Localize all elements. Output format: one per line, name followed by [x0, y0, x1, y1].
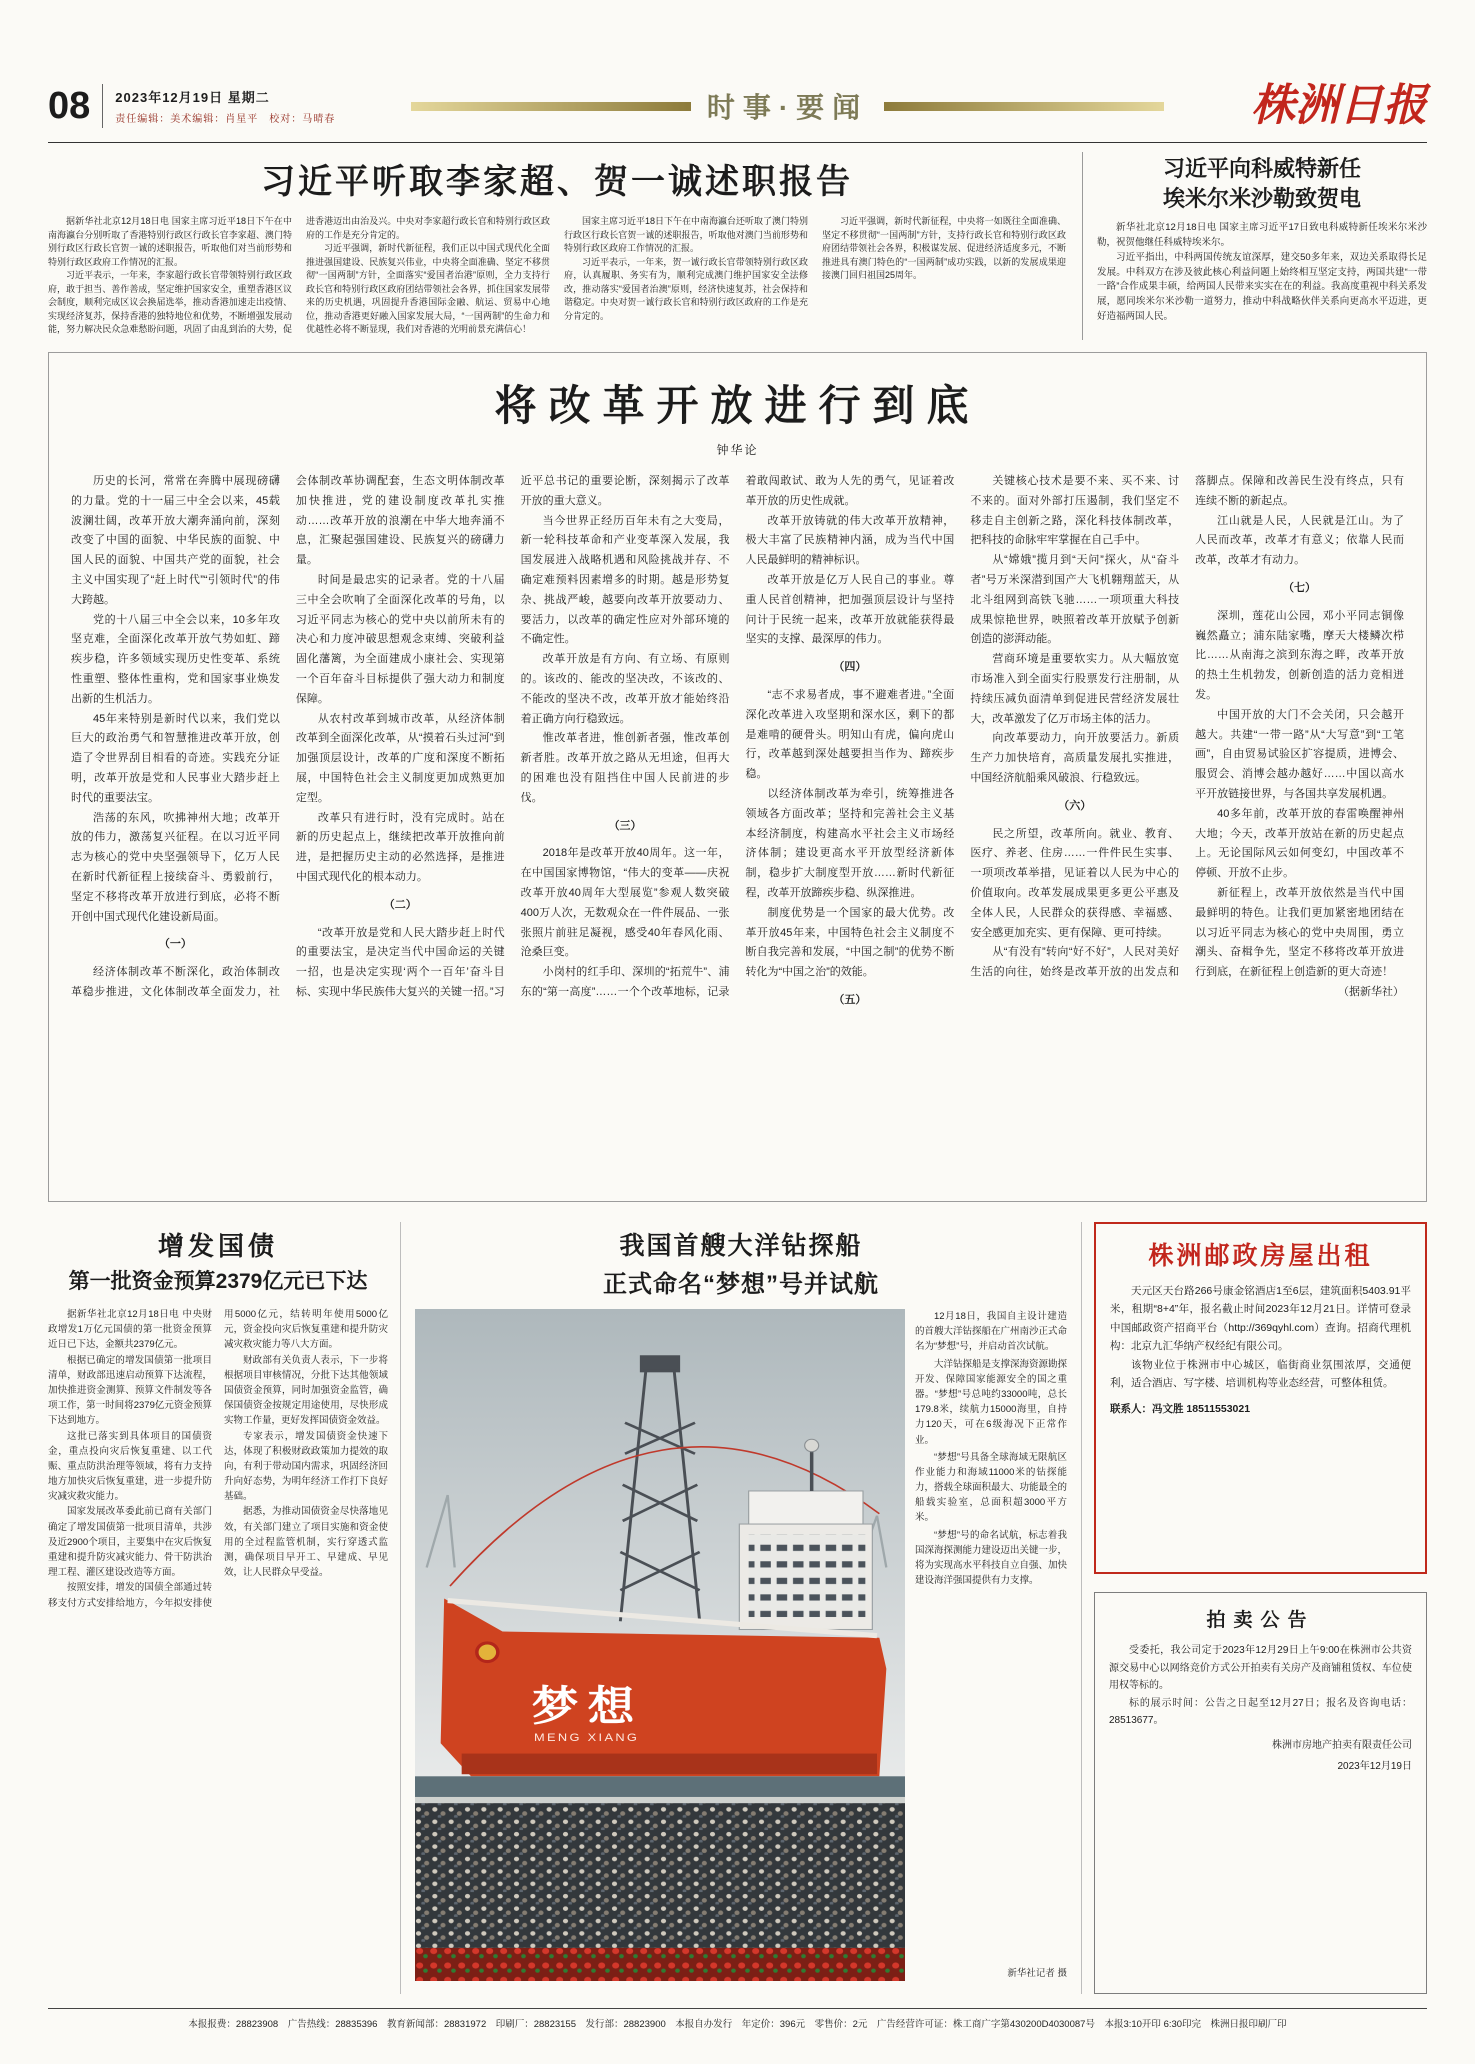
paragraph: 习近平指出，中科两国传统友谊深厚，建交50多年来，双边关系取得长足发展。中科双方在涉及彼此核心利益问题上始终相互坚定支持，两国共建“一带一路”合作成果丰硕，给两国人民带来实实在在的利益。我高度重视中科关系发展，愿同埃米尔米沙勒一道努力，推动中科战略伙伴关系向更高水平迈进，更好造福两国人民。: [1097, 251, 1427, 322]
ship-photo: [415, 1309, 905, 1981]
paragraph: 中国开放的大门不会关闭，只会越开越大。共建“一带一路”从“大写意”到“工笔画”，自由贸易试验区扩容提质，进博会、服贸会、消博会越办越好……中国以高水平开放链接世界，与各国共享发展机遇。: [1195, 708, 1404, 800]
paragraph: “志不求易者成，事不避难者进。”全面深化改革进入攻坚期和深水区，剩下的都是难啃的硬骨头。明知山有虎，偏向虎山行，改革越到深处越要担当作为、蹄疾步稳。: [745, 688, 955, 781]
paragraph: 天元区天台路266号康金铭酒店1至6层，建筑面积5403.91平米，租期“8+4”年，报名截止时间2023年12月21日。详情可登录中国邮政资产招商平台（http://369qyhl.com）查询。招商代理机构：北京九汇华纳产权经纪有限公司。: [1110, 1285, 1411, 1353]
paragraph: 从“嫦娥”揽月到“天问”探火，从“奋斗者”号万米深潜到国产大飞机翱翔蓝天，从北斗组网到高铁飞驰……一项项重大科技成果惊艳世界，映照着改革开放赋予创新创造的澎湃动能。: [970, 554, 1180, 646]
paragraph: 该物业位于株洲市中心城区，临街商业氛围浓厚，交通便利，适合酒店、写字楼、培训机构等业态经营，可整体租赁。: [1110, 1358, 1411, 1389]
paragraph: 江山就是人民，人民就是江山。为了人民而改革，改革才有意义；依靠人民而改革，改革才有动力。: [1195, 514, 1404, 567]
water: [415, 1776, 905, 1797]
editors-credit: 责任编辑：美术编辑：肖星平 校对：马晴春: [115, 114, 336, 125]
essay-body: [71, 472, 1404, 1011]
advert-column: [1082, 1222, 1427, 1994]
header-left: [48, 84, 388, 128]
bond-headline-line2: 第一批资金预算2379亿元已下达: [68, 1270, 368, 1293]
header-center: [388, 86, 1187, 126]
paragraph: 改革只有进行时，没有完成时。站在新的历史起点上，继续把改革开放推向前进，是把握历史主动的必然选择，是推进中国式现代化的根本动力。: [295, 811, 505, 883]
paragraph: 小岗村的红手印、深圳的“拓荒牛”、浦东的“第一高度”……一个个改革地标，记录着敢闯敢试、敢为人先的勇气，见证着改革开放的历史性成就。: [520, 475, 955, 998]
rental-ad-title: 株洲邮政房屋出租: [1148, 1242, 1373, 1270]
header-rule: [48, 142, 1427, 143]
paragraph: 改革开放铸就的伟大改革开放精神，极大丰富了民族精神内涵，成为当代中国人民最鲜明的精神标识。: [745, 514, 955, 567]
paragraph: （一）: [158, 938, 192, 951]
essay-box: [48, 352, 1427, 1202]
paragraph: 标的展示时间：公告之日起至12月27日；报名及咨询电话：28513677。: [1109, 1697, 1412, 1726]
auction-signature: 株洲市房地产拍卖有限责任公司: [1272, 1739, 1412, 1751]
header-date-block: [115, 87, 335, 125]
paragraph: （四）: [833, 661, 867, 674]
paragraph: 国家发展改革委此前已商有关部门确定了增发国债第一批项目清单，共涉及近2900个项目，主要集中在灾后恢复重建和提升防灾减灾能力、骨干防洪治理工程、灌区建设改造等方面。: [48, 1506, 212, 1579]
footer-rule: [48, 2008, 1427, 2009]
newspaper-masthead: 株洲日报: [1251, 81, 1427, 130]
paragraph: 2018年是改革开放40周年。这一年，在中国国家博物馆，“伟大的变革——庆祝改革开放40周年大型展览”参观人数突破400万人次，无数观众在一件件展品、一张张照片前驻足凝视，感受40年春风化雨、沧桑巨变。: [520, 847, 730, 959]
paragraph: 制度优势是一个国家的最大优势。改革开放45年来，中国特色社会主义制度不断自我完善和发展，“中国之制”的优势不断转化为“中国之治”的效能。: [745, 906, 955, 979]
ship-article: [400, 1222, 1082, 1994]
paragraph: 按照安排，增发的国债全部通过转移支付方式安排给地方，今年拟安排使用5000亿元，结转明年使用5000亿元，资金投向灾后恢复重建和提升防灾减灾救灾能力等八大方面。: [48, 1309, 388, 1609]
paragraph: 经济体制改革不断深化，政治体制改革稳步推进，文化体制改革全面发力，社会体制改革协调配套，生态文明体制改革加快推进，党的建设制度改革扎实推动……改革开放的浪潮在中华大地奔涌不息，汇聚起强国建设、民族复兴的磅礴力量。: [71, 475, 505, 998]
page-number: 08: [48, 85, 91, 127]
header-ornament-left: [411, 102, 691, 111]
auction-notice-body: [1109, 1642, 1412, 1730]
paragraph: 从“有没有”转向“好不好”，人民对美好生活的向往，始终是改革开放的出发点和落脚点。保障和改善民生没有终点，只有连续不断的新起点。: [970, 475, 1404, 979]
paragraph: “梦想”号的命名试航，标志着我国深海探测能力建设迈出关键一步，将为实现高水平科技自立自强、加快建设海洋强国提供有力支撑。: [915, 1529, 1067, 1587]
paragraph: 历史的长河，常常在奔腾中展现磅礴的力量。党的十一届三中全会以来，45载波澜壮阔，改革开放大潮奔涌向前，深刻改变了中国的面貌、中华民族的面貌、中国人民的面貌、中国共产党的面貌，社会主义中国实现了“赶上时代”“引领时代”的伟大跨越。: [71, 475, 280, 606]
paragraph: “梦想”号具备全球海域无限航区作业能力和海域11000米的钻探能力，搭载全球面积最大、功能最全的船载实验室，总面积超3000平方米。: [915, 1451, 1067, 1524]
paragraph: 民之所望，改革所向。就业、教育、医疗、养老、住房……一件件民生实事、一项项改革举措，见证着以人民为中心的价值取向。改革发展成果更多更公平惠及全体人民，人民群众的获得感、幸福感、安全感更加充实、更有保障、更可持续。: [970, 827, 1180, 939]
essay-title: 将改革开放进行到底: [494, 382, 981, 429]
paragraph: 40多年前，改革开放的春雷唤醒神州大地；今天，改革开放站在新的历史起点上。无论国际风云如何变幻，中国改革不停顿、开放不止步。: [1195, 807, 1404, 880]
hull-name-en: MENG XIANG: [534, 1730, 640, 1744]
paragraph: 新征程上，改革开放依然是当代中国最鲜明的特色。让我们更加紧密地团结在以习近平同志为核心的党中央周围，勇立潮头、奋楫争先，坚定不移将改革开放进行到底，在新征程上创造新的更大奇迹！: [1195, 886, 1404, 979]
lead-article-headline: 习近平听取李家超、贺一诚述职报告: [261, 163, 853, 201]
paragraph: （五）: [833, 993, 867, 1006]
paragraph: 营商环境是重要软实力。从大幅放宽市场准入到全面实行股票发行注册制，从持续压减负面清单到促进民营经济发展壮大，改革激发了亿万市场主体的活力。: [970, 653, 1180, 725]
publication-date: 2023年12月19日 星期二: [115, 90, 270, 105]
lead-article-body: [48, 215, 1066, 343]
ship-article-content: [415, 1309, 1067, 1981]
paragraph: 以经济体制改革为牵引，统筹推进各领域各方面改革；坚持和完善社会主义基本经济制度，构建高水平社会主义市场经济体制；建设更高水平开放型经济新体制，稳步扩大制度型开放……新时代新征程，改革开放蹄疾步稳、纵深推进。: [745, 787, 955, 899]
essay-author: 钟华论: [716, 443, 759, 457]
paragraph: 从农村改革到城市改革，从经济体制改革到全面深化改革，从“摸着石头过河”到加强顶层设计，改革的广度和深度不断拓展，中国特色社会主义制度更加成熟更加定型。: [295, 712, 505, 804]
rental-ad: [1094, 1222, 1427, 1574]
header-ornament-right: [884, 102, 1164, 111]
paragraph: 大洋钻探船是支撑深海资源勘探开发、保障国家能源安全的国之重器。“梦想”号总吨约33000吨，总长179.8米，续航力15000海里，自持力120天，可在6级海况下正常作业。: [915, 1358, 1067, 1446]
brief-article: [1082, 152, 1427, 340]
spectator-crowd: [415, 1803, 905, 1948]
paragraph: 财政部有关负责人表示，下一步将根据项目审核情况，分批下达其他领域国债资金预算，同时加强资金监管，确保国债资金按规定用途使用，尽快形成实物工作量，更好发挥国债资金效益。: [224, 1354, 388, 1427]
paragraph: （七）: [1283, 581, 1317, 594]
ship-headline-line2: 正式命名“梦想”号并试航: [603, 1271, 879, 1298]
paragraph: 党的十八届三中全会以来，10多年攻坚克难，全面深化改革开放气势如虹、蹄疾步稳，许多领域实现历史性变革、系统性重塑、整体性重构，党和国家事业焕发出新的生机活力。: [71, 613, 280, 705]
paragraph: 受委托，我公司定于2023年12月29日上午9:00在株洲市公共资源交易中心以网络竞价方式公开拍卖有关房产及商铺租赁权、车位使用权等标的。: [1109, 1645, 1412, 1691]
paragraph: 当今世界正经历百年未有之大变局，新一轮科技革命和产业变革深入发展，我国发展进入战略机遇和风险挑战并存、不确定难预料因素增多的时期。越是形势复杂、挑战严峻，越要向改革开放要动力、要活力，以改革的确定性应对外部环境的不确定性。: [520, 514, 730, 646]
bond-headline-line1: 增发国债: [157, 1231, 278, 1261]
paragraph: （六）: [1058, 799, 1092, 812]
paragraph: 据新华社北京12月18日电 中央财政增发1万亿元国债的第一批资金预算近日已下达，金额共2379亿元。: [48, 1309, 212, 1351]
paragraph: 国家主席习近平18日下午在中南海瀛台还听取了澳门特别行政区行政长官贺一诚的述职报告，听取他对澳门当前形势和特别行政区政府工作情况的汇报。: [564, 216, 809, 253]
paragraph: 习近平表示，一年来，贺一诚行政长官带领特别行政区政府，认真履职、务实有为，顺利完成澳门维护国家安全法修改，推动落实“爱国者治澳”原则，经济快速复苏，社会保持和谐稳定。中央对贺一诚行政长官和特别行政区政府的工作是充分肯定的。: [564, 256, 808, 321]
ship-photo-illustration: [415, 1309, 905, 1981]
paragraph: 改革开放是亿万人民自己的事业。尊重人民首创精神，把加强顶层设计与坚持问计于民统一起来，改革开放就能获得最坚实的支撑、最深厚的伟力。: [745, 573, 955, 646]
paragraph: 据悉，为推动国债资金尽快落地见效，有关部门建立了项目实施和资金使用的全过程监管机制，实行穿透式监测，确保项目早开工、早建成、早见效，让人民群众早受益。: [224, 1506, 388, 1579]
paragraph: 45年来特别是新时代以来，我们党以巨大的政治勇气和智慧推进改革开放，创造了令世界刮目相看的奇迹。实践充分证明，改革开放是党和人民事业大踏步赶上时代的重要法宝。: [71, 712, 280, 804]
paragraph: 时间是最忠实的记录者。党的十八届三中全会吹响了全面深化改革的号角，以习近平同志为核心的党中央以前所未有的决心和力度冲破思想观念束缚、突破利益固化藩篱，为全面建成小康社会、实现第一个百年奋斗目标提供了强大动力和制度保障。: [295, 573, 505, 705]
auction-date: 2023年12月19日: [1337, 1760, 1412, 1772]
paragraph: 向改革要动力，向开放要活力。新质生产力加快培育，高质量发展扎实推进，中国经济航船乘风破浪、行稳致远。: [970, 732, 1180, 784]
hull-name-text: 梦想: [531, 1683, 644, 1730]
ship-article-body: [915, 1309, 1067, 1981]
ship-article-paragraphs: [915, 1309, 1067, 1590]
auction-notice: [1094, 1592, 1427, 1994]
paragraph: 改革开放是有方向、有立场、有原则的。该改的、能改的坚决改，不该改的、不能改的坚决不改，改革开放才能始终沿着正确方向行稳致远。: [520, 653, 730, 725]
paragraph: 深圳，莲花山公园，邓小平同志铜像巍然矗立；浦东陆家嘴，摩天大楼鳞次栉比……从南海之滨到东海之畔，改革开放的热土生机勃发，创新创造的活力竞相迸发。: [1195, 609, 1404, 701]
top-articles-row: [48, 152, 1427, 340]
paragraph: （据新华社）: [1337, 985, 1404, 998]
quay-edge: [415, 1797, 905, 1803]
rental-ad-body: [1110, 1282, 1411, 1392]
paragraph: 习近平强调，新时代新征程，中央将一如既往全面准确、坚定不移贯彻“一国两制”方针，支持行政长官和特别行政区政府团结带领社会各界，积极谋发展、促进经济适度多元，不断推进具有澳门特色的“一国两制”成功实践，以新的发展成果迎接澳门回归祖国25周年。: [822, 216, 1066, 280]
section-title: 时事·要闻: [706, 92, 869, 123]
paragraph: 新华社北京12月18日电 国家主席习近平17日致电科威特新任埃米尔米沙勒，祝贺他继任科威特埃米尔。: [1097, 222, 1427, 249]
paragraph: 惟改革者进，惟创新者强，惟改革创新者胜。改革开放之路从无坦途，但再大的困难也没有阻挡住中国人民前进的步伐。: [520, 732, 730, 804]
brief-article-headline: 习近平向科威特新任 埃米尔米沙勒致贺电: [1162, 156, 1361, 211]
paragraph: 根据已确定的增发国债第一批项目清单，财政部迅速启动预算下达流程，加快推进资金测算、预算文件制发等各项工作，第一时间将2379亿元资金预算下达到地方。: [48, 1354, 212, 1427]
paragraph: “改革开放是党和人民大踏步赶上时代的重要法宝，是决定当代中国命运的关键一招，也是决定实现‘两个一百年’奋斗目标、实现中华民族伟大复兴的关键一招。”习近平总书记的重要论断，深刻揭示了改革开放的重大意义。: [295, 475, 730, 998]
paragraph: 习近平表示，一年来，李家超行政长官带领特别行政区政府，敢于担当、善作善成，坚定维护国家安全，重塑香港区议会制度，顺利完成区议会换届选举，推动香港加速走出疫情、实现经济复苏，保持香港的独特地位和优势，不断增强发展动能，努力解决民众急难愁盼问题，巩固了由乱到治的大势，促进香港迈出由治及兴。中央对李家超行政长官和特别行政区政府的工作是充分肯定的。: [48, 216, 550, 334]
paragraph: 这批已落实到具体项目的国债资金，重点投向灾后恢复重建、以工代赈、重点防洪治理等领域，将有力支持地方加快灾后恢复重建，进一步提升防灾减灾救灾能力。: [48, 1430, 212, 1503]
bow-rosette: [477, 1643, 498, 1662]
flower-bed: [415, 1948, 905, 1981]
page-header: [48, 76, 1427, 136]
paragraph: 12月18日，我国自主设计建造的首艘大洋钻探船在广州南沙正式命名为“梦想”号，并启动首次试航。: [915, 1311, 1067, 1353]
auction-notice-title: 拍卖公告: [1206, 1610, 1315, 1631]
ship-headline-line1: 我国首艘大洋钻探船: [619, 1232, 863, 1260]
bond-article-body: [48, 1307, 388, 1972]
paragraph: 浩荡的东风，吹拂神州大地；改革开放的伟力，激荡复兴征程。在以习近平同志为核心的党中央坚强领导下，亿万人民在新时代新征程上接续奋斗、勇毅前行，坚定不移将改革开放进行到底，必将不断开创中国式现代化建设新局面。: [71, 811, 280, 923]
bottom-articles-row: [48, 1222, 1427, 1994]
imprint-line: 本报报费：28823908 广告热线：28835396 教育新闻部：28831972 印刷厂：28823155 发行部：28823900 本报自办发行 年定价：396元 零售价：2元 广告经营许可证：株工商广字第430200D4030087号 本报3:10开印 6:30印完 株洲日报印刷厂印: [188, 2019, 1287, 2030]
rental-ad-contact: 联系人：冯文胜 18511553021: [1110, 1403, 1251, 1416]
header-divider: [102, 84, 103, 128]
paragraph: （二）: [383, 898, 417, 911]
photo-caption: 新华社记者 摄: [1007, 1967, 1067, 1979]
paragraph: 专家表示，增发国债资金快速下达，体现了积极财政政策加力提效的取向，有利于带动国内需求，巩固经济回升向好态势，为明年经济工作打下良好基础。: [224, 1430, 388, 1503]
paragraph: 关键核心技术是要不来、买不来、讨不来的。面对外部打压遏制，我们坚定不移走自主创新之路，深化科技体制改革，把科技的命脉牢牢掌握在自己手中。: [970, 475, 1180, 547]
lead-article: [48, 152, 1082, 340]
paragraph: 习近平强调，新时代新征程，我们正以中国式现代化全面推进强国建设、民族复兴伟业，中央将全面准确、坚定不移贯彻“一国两制”方针，全面落实“爱国者治港”原则，全力支持行政长官和特别行政区政府团结带领社会各界，抓住国家发展带来的历史机遇，巩固提升香港国际金融、航运、贸易中心地位，推动香港更好融入国家发展大局，“一国两制”的生命力和优越性必将不断显现，我们对香港的光明前景充满信心！: [306, 243, 550, 334]
bond-article: [48, 1222, 400, 1994]
paragraph: （三）: [608, 819, 642, 832]
paragraph: 据新华社北京12月18日电 国家主席习近平18日下午在中南海瀛台分别听取了香港特别行政区行政长官李家超、澳门特别行政区行政长官贺一诚的述职报告，听取他们对当前形势和特别行政区政府工作情况的汇报。: [48, 216, 292, 267]
brief-article-body: [1097, 221, 1427, 339]
